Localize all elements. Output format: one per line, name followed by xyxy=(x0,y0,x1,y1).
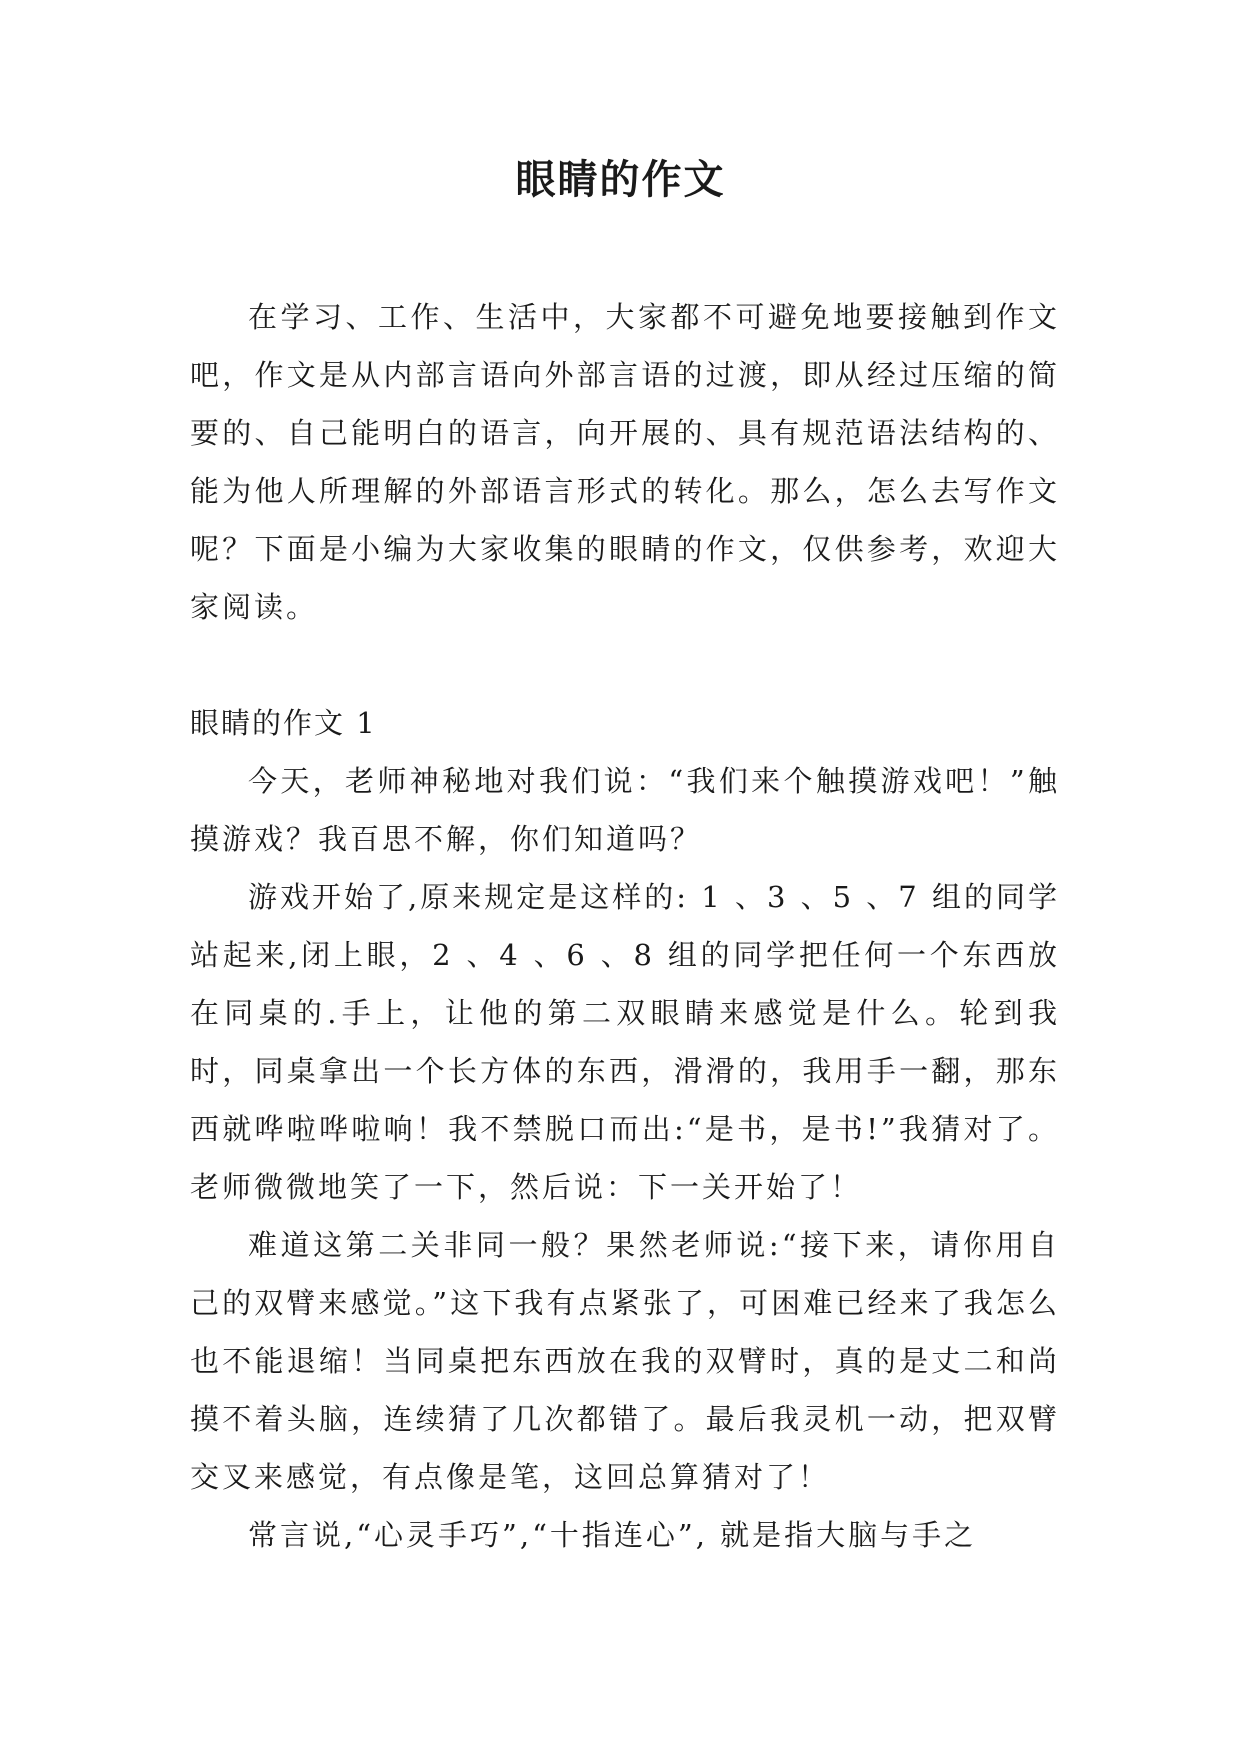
body-paragraph-1: 今天，老师神秘地对我们说：“我们来个触摸游戏吧！”触摸游戏？我百思不解，你们知道吗？ xyxy=(190,764,1060,856)
body-paragraph-2: 游戏开始了,原来规定是这样的: 1 、3 、5 、7 组的同学站起来,闭上眼，2 、4 、6 、8 组的同学把任何一个东西放在同桌的.手上，让他的第二双眼睛来感觉是什么。轮到我时，同桌拿出一个长方体的东西，滑滑的，我用手一翻，那东西就哗啦哗啦响！我不禁脱口而出:“是书，是书!”我猜对了。老师微微地笑了一下，然后说：下一关开始了！ xyxy=(190,880,1060,1204)
intro-paragraph: 在学习、工作、生活中，大家都不可避免地要接触到作文吧，作文是从内部言语向外部言语的过渡，即从经过压缩的简要的、自己能明白的语言，向开展的、具有规范语法结构的、能为他人所理解的外部语言形式的转化。那么，怎么去写作文呢？下面是小编为大家收集的眼睛的作文，仅供参考，欢迎大家阅读。 xyxy=(190,300,1060,624)
body-paragraph-3: 难道这第二关非同一般？果然老师说:“接下来，请你用自己的双臂来感觉。”这下我有点紧张了，可困难已经来了我怎么也不能退缩！当同桌把东西放在我的双臂时，真的是丈二和尚摸不着头脑，连续猜了几次都错了。最后我灵机一动，把双臂交叉来感觉，有点像是笔，这回总算猜对了！ xyxy=(190,1228,1060,1494)
paragraph-spacer xyxy=(190,636,1060,694)
body-paragraph-4: 常言说,“心灵手巧”,“十指连心”, 就是指大脑与手之 xyxy=(248,1518,977,1552)
section-heading: 眼睛的作文 1 xyxy=(190,706,377,740)
document-title: 眼睛的作文 xyxy=(515,156,726,203)
document-body xyxy=(190,288,1060,1564)
